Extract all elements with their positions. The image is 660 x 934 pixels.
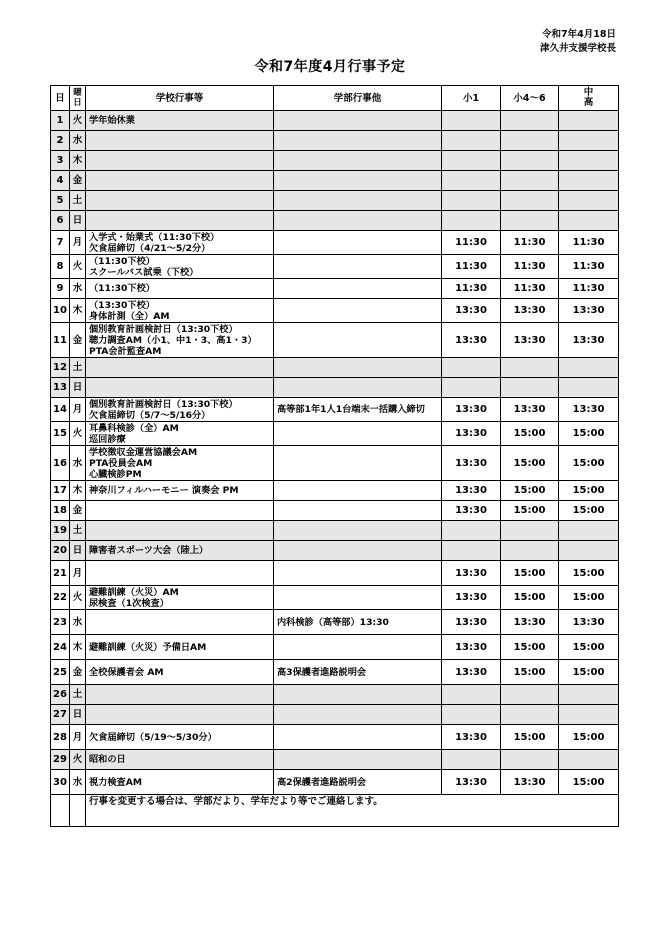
dismissal-time-elem-high: 13:30	[501, 323, 559, 358]
dismissal-time-elem-low: 13:30	[442, 770, 501, 795]
school-event-cell	[86, 481, 274, 501]
school-event-cell	[86, 610, 274, 635]
dismissal-time-elem-low: 13:30	[442, 446, 501, 481]
table-row	[51, 398, 619, 422]
dismissal-time-elem-high: 13:30	[501, 299, 559, 323]
dismissal-time-elem-high	[501, 378, 559, 398]
day-cell: 24	[51, 635, 70, 660]
table-row	[51, 725, 619, 750]
weekday-cell: 火	[70, 255, 86, 279]
school-event-line: 尿検査（1次検査）	[89, 597, 169, 609]
school-event-cell	[86, 635, 274, 660]
table-row	[51, 255, 619, 279]
school-event-line: （11:30下校）	[89, 255, 155, 267]
school-event-cell	[86, 358, 274, 378]
weekday-cell: 水	[70, 610, 86, 635]
school-event-cell	[86, 685, 274, 705]
day-cell: 28	[51, 725, 70, 750]
dismissal-time-elem-high: 15:00	[501, 635, 559, 660]
dept-event-cell: 内科検診（高等部）13:30	[274, 610, 442, 635]
school-event-cell	[86, 705, 274, 725]
dismissal-time-elem-high: 15:00	[501, 725, 559, 750]
dept-event-cell	[274, 358, 442, 378]
table-row	[51, 635, 619, 660]
dismissal-time-elem-low: 13:30	[442, 299, 501, 323]
school-event-cell	[86, 586, 274, 610]
school-event-cell	[86, 255, 274, 279]
weekday-cell: 金	[70, 660, 86, 685]
dismissal-time-elem-high: 11:30	[501, 279, 559, 299]
day-cell: 5	[51, 191, 70, 211]
dismissal-time-elem-high: 15:00	[501, 446, 559, 481]
table-row	[51, 501, 619, 521]
dept-event-cell	[274, 191, 442, 211]
day-cell: 7	[51, 231, 70, 255]
school-event-line: 視力検査AM	[89, 776, 143, 788]
dismissal-time-secondary: 11:30	[559, 279, 619, 299]
school-event-cell	[86, 561, 274, 586]
dismissal-time-secondary: 13:30	[559, 398, 619, 422]
weekday-cell: 月	[70, 725, 86, 750]
dismissal-time-elem-low	[442, 171, 501, 191]
col-header-elem-low: 小1	[442, 86, 501, 111]
school-event-line: 避難訓練（火災）AM	[89, 586, 179, 598]
dismissal-time-elem-low: 13:30	[442, 561, 501, 586]
school-event-line: PTA会計監査AM	[89, 345, 162, 357]
day-cell: 11	[51, 323, 70, 358]
table-row	[51, 171, 619, 191]
school-event-cell	[86, 446, 274, 481]
dismissal-time-secondary	[559, 171, 619, 191]
dept-event-cell	[274, 211, 442, 231]
dismissal-time-elem-high	[501, 541, 559, 561]
table-row	[51, 191, 619, 211]
dismissal-time-elem-low: 13:30	[442, 635, 501, 660]
school-event-cell	[86, 378, 274, 398]
dismissal-time-secondary	[559, 685, 619, 705]
dismissal-time-secondary: 13:30	[559, 323, 619, 358]
school-event-cell	[86, 279, 274, 299]
weekday-cell: 木	[70, 299, 86, 323]
dept-event-cell	[274, 705, 442, 725]
dismissal-time-elem-high	[501, 358, 559, 378]
dismissal-time-secondary: 13:30	[559, 610, 619, 635]
dismissal-time-elem-low	[442, 358, 501, 378]
dismissal-time-secondary: 15:00	[559, 446, 619, 481]
dismissal-time-elem-low	[442, 151, 501, 171]
school-event-cell	[86, 422, 274, 446]
dept-event-cell	[274, 750, 442, 770]
day-cell: 14	[51, 398, 70, 422]
dismissal-time-secondary: 15:00	[559, 561, 619, 586]
day-cell: 19	[51, 521, 70, 541]
school-event-line: 昭和の日	[89, 754, 126, 765]
dismissal-time-elem-high: 13:30	[501, 770, 559, 795]
dept-event-cell	[274, 171, 442, 191]
dept-event-cell	[274, 561, 442, 586]
weekday-cell: 日	[70, 541, 86, 561]
weekday-cell: 火	[70, 111, 86, 131]
dismissal-time-elem-low	[442, 111, 501, 131]
dept-event-cell	[274, 422, 442, 446]
note-dow-cell	[70, 795, 86, 827]
table-row	[51, 279, 619, 299]
dismissal-time-secondary: 13:30	[559, 299, 619, 323]
dept-event-cell	[274, 635, 442, 660]
dismissal-time-secondary: 15:00	[559, 635, 619, 660]
school-event-cell	[86, 660, 274, 685]
dept-event-cell	[274, 323, 442, 358]
dept-event-cell	[274, 501, 442, 521]
weekday-cell: 水	[70, 770, 86, 795]
dismissal-time-elem-high: 15:00	[501, 561, 559, 586]
table-row	[51, 211, 619, 231]
dept-event-cell	[274, 231, 442, 255]
dept-event-cell	[274, 541, 442, 561]
dismissal-time-secondary	[559, 521, 619, 541]
table-row	[51, 561, 619, 586]
school-event-cell	[86, 151, 274, 171]
dismissal-time-elem-low	[442, 131, 501, 151]
school-event-cell	[86, 750, 274, 770]
dismissal-time-secondary: 15:00	[559, 422, 619, 446]
col-header-day: 日	[51, 86, 70, 111]
dismissal-time-elem-high	[501, 685, 559, 705]
dismissal-time-elem-high: 15:00	[501, 481, 559, 501]
dept-event-cell	[274, 378, 442, 398]
dismissal-time-elem-high	[501, 521, 559, 541]
dismissal-time-elem-low: 13:30	[442, 586, 501, 610]
school-event-line: 欠食届締切（5/19～5/30分）	[89, 731, 217, 743]
dept-event-cell	[274, 151, 442, 171]
table-row	[51, 299, 619, 323]
dismissal-time-secondary	[559, 191, 619, 211]
dismissal-time-elem-high	[501, 111, 559, 131]
col-header-secondary	[559, 86, 619, 111]
schedule-body	[51, 111, 619, 795]
note-row	[51, 795, 619, 827]
schedule-table	[50, 85, 619, 827]
dismissal-time-elem-high	[501, 191, 559, 211]
school-event-cell	[86, 725, 274, 750]
day-cell: 10	[51, 299, 70, 323]
day-cell: 25	[51, 660, 70, 685]
school-event-cell	[86, 398, 274, 422]
dismissal-time-secondary: 15:00	[559, 481, 619, 501]
day-cell: 8	[51, 255, 70, 279]
dismissal-time-elem-low: 13:30	[442, 501, 501, 521]
dismissal-time-elem-low	[442, 705, 501, 725]
dismissal-time-secondary	[559, 705, 619, 725]
weekday-cell: 火	[70, 750, 86, 770]
school-event-line: 個別教育計画検討日（13:30下校）	[89, 323, 238, 335]
school-event-line: 欠食届締切（4/21～5/2分）	[89, 242, 211, 254]
weekday-cell: 土	[70, 191, 86, 211]
dept-event-cell: 高等部1年1人1台端末一括購入締切	[274, 398, 442, 422]
weekday-cell: 金	[70, 501, 86, 521]
dept-event-cell: 高3保護者進路説明会	[274, 660, 442, 685]
table-row	[51, 705, 619, 725]
dismissal-time-secondary	[559, 541, 619, 561]
school-event-cell	[86, 131, 274, 151]
dept-event-cell	[274, 586, 442, 610]
school-event-line: 巡回診療	[89, 433, 126, 445]
table-row	[51, 770, 619, 795]
school-event-line: 身体計測（全）AM	[89, 310, 170, 322]
weekday-cell: 火	[70, 422, 86, 446]
school-event-cell	[86, 231, 274, 255]
day-cell: 22	[51, 586, 70, 610]
col-header-school-events: 学校行事等	[86, 86, 274, 111]
dismissal-time-elem-low: 13:30	[442, 422, 501, 446]
weekday-cell: 金	[70, 171, 86, 191]
dismissal-time-elem-low: 13:30	[442, 481, 501, 501]
day-cell: 9	[51, 279, 70, 299]
dept-event-cell	[274, 481, 442, 501]
school-event-cell	[86, 521, 274, 541]
dismissal-time-elem-high: 15:00	[501, 586, 559, 610]
school-event-line: 学校徴収金運営協議会AM	[89, 446, 198, 458]
school-event-line: 個別教育計画検討日（13:30下校）	[89, 398, 238, 410]
table-row	[51, 422, 619, 446]
day-cell: 15	[51, 422, 70, 446]
weekday-cell: 日	[70, 705, 86, 725]
weekday-cell: 土	[70, 358, 86, 378]
school-event-line: 欠食届締切（5/7～5/16分）	[89, 409, 211, 421]
dismissal-time-elem-low	[442, 521, 501, 541]
table-row	[51, 131, 619, 151]
school-event-line: 入学式・始業式（11:30下校）	[89, 231, 220, 243]
page-title: 令和7年度4月行事予定	[254, 59, 406, 75]
table-row	[51, 610, 619, 635]
school-event-line: 学年始休業	[89, 115, 135, 126]
dismissal-time-elem-high	[501, 171, 559, 191]
dept-event-cell	[274, 111, 442, 131]
dismissal-time-elem-high: 15:00	[501, 422, 559, 446]
school-event-line: （13:30下校）	[89, 299, 155, 311]
dept-event-cell	[274, 725, 442, 750]
school-event-line: 避難訓練（火災）予備日AM	[89, 641, 207, 653]
dismissal-time-elem-low	[442, 541, 501, 561]
dismissal-time-elem-high: 13:30	[501, 610, 559, 635]
dismissal-time-elem-low	[442, 191, 501, 211]
dismissal-time-secondary: 11:30	[559, 255, 619, 279]
weekday-cell: 木	[70, 151, 86, 171]
issue-date: 令和7年4月18日	[542, 29, 616, 40]
school-event-line: 神奈川フィルハーモニー 演奏会 PM	[89, 485, 239, 496]
dismissal-time-elem-high	[501, 750, 559, 770]
dismissal-time-secondary	[559, 378, 619, 398]
school-event-cell	[86, 171, 274, 191]
dismissal-time-secondary	[559, 358, 619, 378]
table-row	[51, 323, 619, 358]
dept-event-cell	[274, 446, 442, 481]
table-row	[51, 685, 619, 705]
school-event-cell	[86, 111, 274, 131]
table-row	[51, 378, 619, 398]
dismissal-time-elem-high: 13:30	[501, 398, 559, 422]
issuer: 津久井支援学校長	[539, 43, 616, 54]
dismissal-time-secondary	[559, 211, 619, 231]
header-row	[51, 86, 619, 111]
table-row	[51, 446, 619, 481]
dismissal-time-secondary: 15:00	[559, 660, 619, 685]
dismissal-time-elem-low	[442, 211, 501, 231]
table-row	[51, 521, 619, 541]
dismissal-time-elem-low	[442, 750, 501, 770]
day-cell: 18	[51, 501, 70, 521]
dismissal-time-elem-low: 13:30	[442, 610, 501, 635]
weekday-cell: 土	[70, 521, 86, 541]
school-event-line: 全校保護者会 AM	[89, 666, 164, 678]
col-header-dow-text: 曜日	[73, 88, 82, 108]
day-cell: 17	[51, 481, 70, 501]
school-event-line: スクールバス試乗（下校）	[89, 266, 199, 278]
day-cell: 1	[51, 111, 70, 131]
school-event-cell	[86, 770, 274, 795]
dismissal-time-elem-low: 13:30	[442, 323, 501, 358]
dismissal-time-secondary: 15:00	[559, 770, 619, 795]
document-header	[540, 28, 616, 56]
school-event-line: 障害者スポーツ大会（陸上）	[89, 545, 209, 556]
dismissal-time-elem-high: 11:30	[501, 255, 559, 279]
footer-note: 行事を変更する場合は、学部だより、学年だより等でご連絡します。	[86, 795, 619, 827]
dismissal-time-secondary	[559, 750, 619, 770]
school-event-cell	[86, 323, 274, 358]
dismissal-time-secondary: 11:30	[559, 231, 619, 255]
dismissal-time-secondary: 15:00	[559, 725, 619, 750]
school-event-cell	[86, 299, 274, 323]
weekday-cell: 土	[70, 685, 86, 705]
day-cell: 3	[51, 151, 70, 171]
dept-event-cell	[274, 255, 442, 279]
school-event-cell	[86, 191, 274, 211]
day-cell: 4	[51, 171, 70, 191]
weekday-cell: 月	[70, 231, 86, 255]
dismissal-time-elem-low: 13:30	[442, 398, 501, 422]
weekday-cell: 火	[70, 586, 86, 610]
weekday-cell: 月	[70, 561, 86, 586]
dismissal-time-elem-high	[501, 131, 559, 151]
school-event-line: 心臓検診PM	[89, 468, 142, 480]
note-day-cell	[51, 795, 70, 827]
table-row	[51, 481, 619, 501]
dept-event-cell	[274, 131, 442, 151]
dept-event-cell	[274, 685, 442, 705]
table-row	[51, 231, 619, 255]
dismissal-time-elem-high: 11:30	[501, 231, 559, 255]
dismissal-time-elem-low: 11:30	[442, 231, 501, 255]
weekday-cell: 月	[70, 398, 86, 422]
dismissal-time-elem-high	[501, 151, 559, 171]
school-event-cell	[86, 501, 274, 521]
table-row	[51, 358, 619, 378]
table-row	[51, 541, 619, 561]
dismissal-time-elem-low: 11:30	[442, 255, 501, 279]
school-event-cell	[86, 211, 274, 231]
day-cell: 26	[51, 685, 70, 705]
weekday-cell: 日	[70, 211, 86, 231]
school-event-line: PTA役員会AM	[89, 457, 153, 469]
table-row	[51, 660, 619, 685]
dismissal-time-secondary	[559, 131, 619, 151]
school-event-line: 聴力調査AM（小1、中1・3、高1・3）	[89, 334, 257, 346]
dismissal-time-secondary: 15:00	[559, 586, 619, 610]
day-cell: 21	[51, 561, 70, 586]
weekday-cell: 水	[70, 446, 86, 481]
day-cell: 29	[51, 750, 70, 770]
weekday-cell: 金	[70, 323, 86, 358]
school-event-line: （11:30下校）	[89, 283, 155, 294]
weekday-cell: 水	[70, 279, 86, 299]
day-cell: 23	[51, 610, 70, 635]
dismissal-time-elem-high	[501, 705, 559, 725]
table-row	[51, 586, 619, 610]
table-row	[51, 111, 619, 131]
day-cell: 30	[51, 770, 70, 795]
day-cell: 27	[51, 705, 70, 725]
day-cell: 16	[51, 446, 70, 481]
col-header-secondary-text: 中高	[583, 87, 594, 108]
col-header-dow	[70, 86, 86, 111]
table-row	[51, 750, 619, 770]
day-cell: 2	[51, 131, 70, 151]
weekday-cell: 水	[70, 131, 86, 151]
dismissal-time-elem-high	[501, 211, 559, 231]
col-header-dept-events: 学部行事他	[274, 86, 442, 111]
dismissal-time-secondary: 15:00	[559, 501, 619, 521]
day-cell: 6	[51, 211, 70, 231]
dismissal-time-elem-low	[442, 685, 501, 705]
dept-event-cell	[274, 279, 442, 299]
weekday-cell: 木	[70, 481, 86, 501]
table-row	[51, 151, 619, 171]
dismissal-time-elem-low	[442, 378, 501, 398]
col-header-elem-high: 小4～6	[501, 86, 559, 111]
weekday-cell: 日	[70, 378, 86, 398]
dismissal-time-secondary	[559, 151, 619, 171]
dismissal-time-elem-low: 13:30	[442, 660, 501, 685]
dept-event-cell: 高2保護者進路説明会	[274, 770, 442, 795]
weekday-cell: 木	[70, 635, 86, 660]
day-cell: 13	[51, 378, 70, 398]
school-event-line: 耳鼻科検診（全）AM	[89, 422, 179, 434]
dismissal-time-elem-low: 11:30	[442, 279, 501, 299]
dismissal-time-secondary	[559, 111, 619, 131]
dept-event-cell	[274, 299, 442, 323]
dept-event-cell	[274, 521, 442, 541]
dismissal-time-elem-high: 15:00	[501, 501, 559, 521]
day-cell: 12	[51, 358, 70, 378]
day-cell: 20	[51, 541, 70, 561]
dismissal-time-elem-high: 15:00	[501, 660, 559, 685]
school-event-cell	[86, 541, 274, 561]
dismissal-time-elem-low: 13:30	[442, 725, 501, 750]
